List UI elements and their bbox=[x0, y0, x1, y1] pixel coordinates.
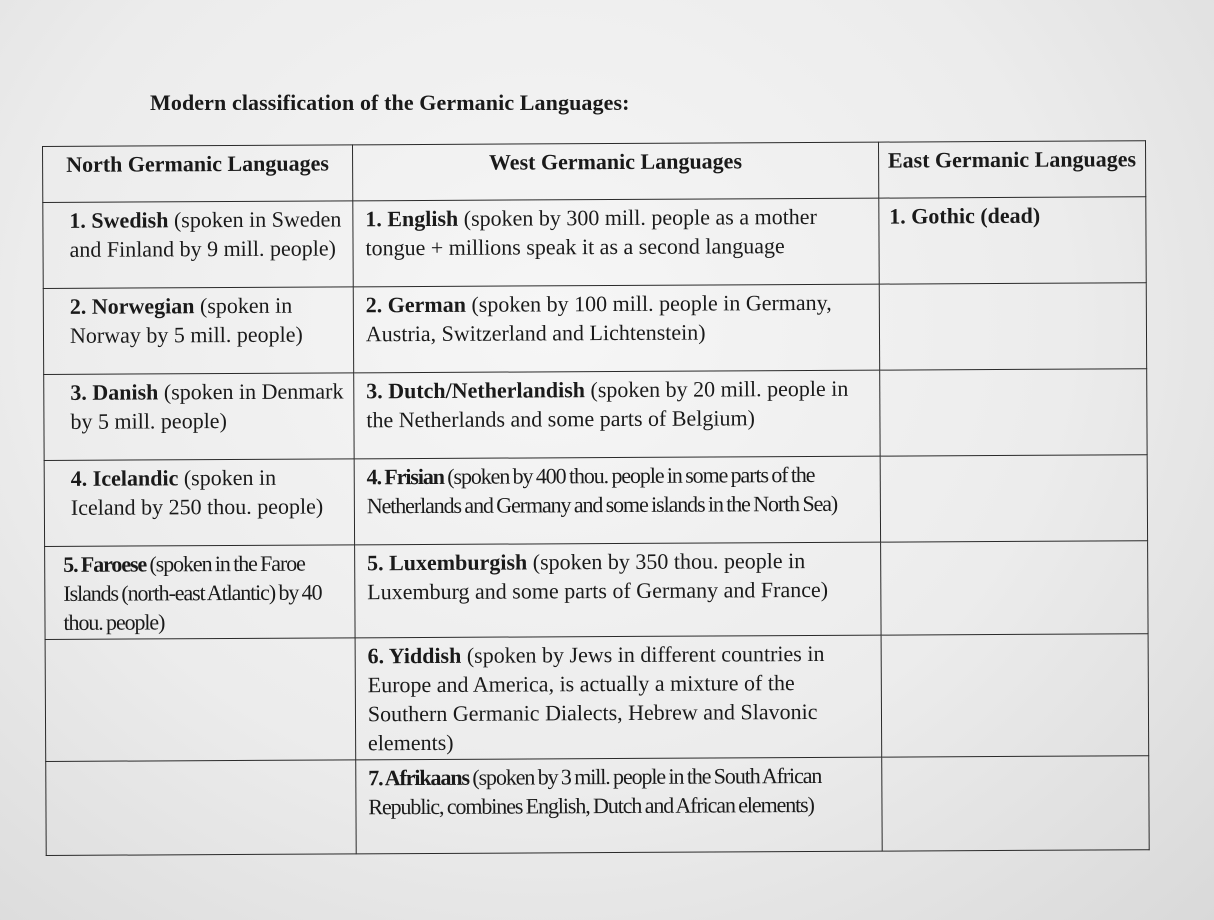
column-header-north: North Germanic Languages bbox=[43, 145, 353, 203]
table-row bbox=[46, 756, 1149, 856]
language-name: 6. Yiddish bbox=[367, 642, 462, 669]
table-row bbox=[44, 455, 1147, 547]
north-cell-icelandic bbox=[44, 459, 354, 547]
language-name: 1. Gothic (dead) bbox=[889, 202, 1041, 229]
language-detail: (spoken by 300 mill. people as a mother tongue + millions speak it as a second language bbox=[365, 203, 817, 261]
north-cell-faroese bbox=[45, 545, 355, 640]
column-header-east: East Germanic Languages bbox=[878, 141, 1145, 198]
table-header-row bbox=[43, 141, 1146, 203]
north-cell-danish bbox=[44, 373, 354, 461]
east-cell-empty bbox=[880, 369, 1148, 456]
column-header-west: West Germanic Languages bbox=[352, 142, 878, 201]
language-detail: (spoken in Denmark by 5 mill. people) bbox=[70, 378, 344, 434]
language-detail: (spoken by 20 mill. people in the Netherlands and some parts of Belgium) bbox=[366, 375, 849, 433]
language-name: 2. Norwegian bbox=[69, 293, 195, 319]
west-cell-german bbox=[353, 284, 879, 373]
north-cell-empty bbox=[45, 638, 356, 762]
language-detail: (spoken by Jews in different countries in Europe and America, is actually a mixture of the Southern Germanic Dialects, Hebrew and Slavonic elements) bbox=[367, 640, 825, 756]
north-cell-norwegian bbox=[43, 287, 353, 375]
table-row bbox=[44, 369, 1147, 461]
language-detail: (spoken in Sweden and Finland by 9 mill. people) bbox=[69, 206, 342, 262]
east-cell-empty bbox=[880, 541, 1148, 635]
table-row bbox=[45, 634, 1149, 762]
language-detail: (spoken by 3 mill. people in the South African Republic, combines English, Dutch and African elements) bbox=[368, 762, 822, 820]
page-title: Modern classification of the Germanic Languages: bbox=[150, 90, 630, 115]
language-detail: (spoken by 350 thou. people in Luxemburg and some parts of Germany and France) bbox=[367, 548, 829, 605]
table-row bbox=[43, 283, 1146, 375]
language-detail: (spoken by 400 thou. people in some parts of the Netherlands and Germany and some islands in the North Sea) bbox=[366, 461, 838, 519]
language-name: 7. Afrikaans bbox=[368, 764, 469, 791]
language-name: 5. Luxemburgish bbox=[367, 549, 528, 576]
west-cell-luxemburgish bbox=[354, 542, 880, 638]
west-cell-dutch bbox=[354, 370, 880, 459]
language-name: 1. Swedish bbox=[69, 207, 169, 233]
language-name: 3. Dutch/Netherlandish bbox=[366, 377, 586, 404]
language-name: 3. Danish bbox=[70, 379, 159, 405]
east-cell-empty bbox=[882, 756, 1150, 851]
language-name: 5. Faroese bbox=[63, 551, 147, 577]
west-cell-afrikaans bbox=[356, 757, 882, 854]
north-cell-empty bbox=[46, 760, 356, 856]
language-name: 1. English bbox=[365, 205, 459, 232]
east-cell-gothic bbox=[879, 197, 1147, 284]
language-detail: (spoken in Norway by 5 mill. people) bbox=[69, 292, 303, 348]
table-row bbox=[43, 197, 1146, 289]
east-cell-empty bbox=[879, 283, 1147, 370]
east-cell-empty bbox=[880, 455, 1148, 542]
germanic-languages-table bbox=[42, 140, 1150, 856]
language-detail: (spoken by 100 mill. people in Germany, Austria, Switzerland and Lichtenstein) bbox=[365, 289, 832, 347]
west-cell-yiddish bbox=[355, 635, 882, 760]
west-cell-english bbox=[353, 198, 879, 287]
language-name: 4. Frisian bbox=[366, 463, 444, 490]
language-name: 4. Icelandic bbox=[70, 465, 179, 491]
west-cell-frisian bbox=[354, 456, 880, 545]
east-cell-empty bbox=[881, 634, 1149, 757]
north-cell-swedish bbox=[43, 201, 353, 289]
language-detail: (spoken in the Faroe Islands (north-east Atlantic) by 40 thou. people) bbox=[63, 550, 322, 635]
language-detail: (spoken in Iceland by 250 thou. people) bbox=[70, 464, 324, 520]
table-row bbox=[45, 541, 1148, 640]
language-name: 2. German bbox=[365, 291, 466, 318]
